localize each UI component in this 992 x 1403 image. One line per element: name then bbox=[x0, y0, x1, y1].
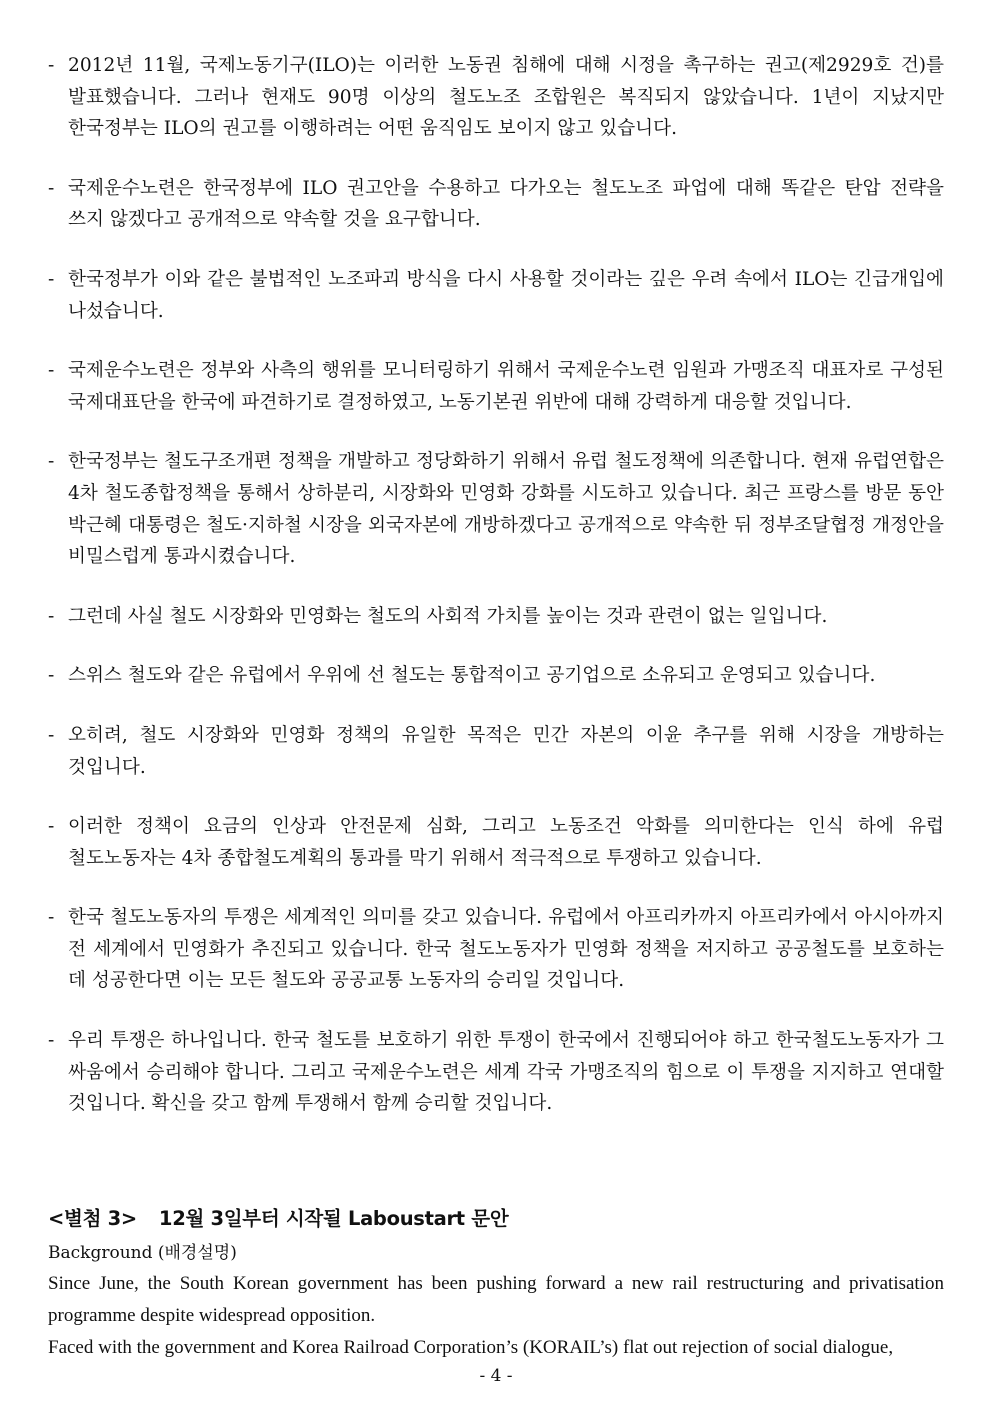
bullet-marker: - bbox=[48, 360, 55, 382]
bullet-marker: - bbox=[48, 724, 55, 746]
bullet-item bbox=[48, 446, 944, 572]
bullet-item bbox=[48, 601, 944, 633]
bullet-item bbox=[48, 1025, 944, 1120]
english-paragraph: Since June, the South Korean government has been pushing forward a new rail restructuring and privatisation programme despite widespread opposition. bbox=[48, 1273, 944, 1326]
bullet-text: 국제운수노련은 정부와 사측의 행위를 모니터링하기 위해서 국제운수노련 임원과 가맹조직 대표자로 구성된 국제대표단을 한국에 파견하기로 결정하였고, 노동기본권 위반에 대해 강력하게 대응할 것입니다. bbox=[68, 360, 944, 413]
bullet-text: 한국정부가 이와 같은 불법적인 노조파괴 방식을 다시 사용할 것이라는 깊은 우려 속에서 ILO는 긴급개입에 나섰습니다. bbox=[68, 268, 944, 322]
bullet-text: 2012년 11월, 국제노동기구(ILO)는 이러한 노동권 침해에 대해 시정을 촉구하는 권고(제2929호 건)를 발표했습니다. 그러나 현재도 90명 이상의 철도노조 조합원은 복직되지 않았습니다. 1년이 지났지만 한국정부는 ILO의 권고를 이행하려는 어떤 움직임도 보이지 않고 있습니다. bbox=[68, 55, 944, 140]
bullet-item bbox=[48, 173, 944, 236]
bullet-text: 한국정부는 철도구조개편 정책을 개발하고 정당화하기 위해서 유럽 철도정책에 의존합니다. 현재 유럽연합은 4차 철도종합정책을 통해서 상하분리, 시장화와 민영화 강화를 시도하고 있습니다. 최근 프랑스를 방문 동안 박근혜 대통령은 철도·지하철 시장을 외국자본에 개방하겠다고 공개적으로 약속한 뒤 정부조달협정 개정안을 비밀스럽게 통과시켰습니다. bbox=[68, 451, 944, 568]
bullet-list bbox=[48, 50, 944, 1148]
bullet-marker: - bbox=[48, 451, 55, 473]
english-body bbox=[48, 1268, 944, 1364]
bullet-item bbox=[48, 902, 944, 997]
bullet-text: 스위스 철도와 같은 유럽에서 우위에 선 철도는 통합적이고 공기업으로 소유되고 운영되고 있습니다. bbox=[68, 665, 876, 687]
bullet-marker: - bbox=[48, 177, 55, 199]
bullet-marker: - bbox=[48, 665, 55, 687]
bullet-marker: - bbox=[48, 816, 55, 838]
bullet-item bbox=[48, 660, 944, 692]
bullet-text: 그런데 사실 철도 시장화와 민영화는 철도의 사회적 가치를 높이는 것과 관련이 없는 일입니다. bbox=[68, 605, 828, 627]
english-paragraph: Faced with the government and Korea Railroad Corporation’s (KORAIL’s) flat out rejection of social dialogue, bbox=[48, 1337, 894, 1358]
bullet-text: 오히려, 철도 시장화와 민영화 정책의 유일한 목적은 민간 자본의 이윤 추구를 위해 시장을 개방하는 것입니다. bbox=[68, 724, 944, 778]
bullet-item bbox=[48, 355, 944, 418]
bullet-item bbox=[48, 50, 944, 145]
bullet-text: 이러한 정책이 요금의 인상과 안전문제 심화, 그리고 노동조건 악화를 의미한다는 인식 하에 유럽 철도노동자는 4차 종합철도계획의 통과를 막기 위해서 적극적으로 투쟁하고 있습니다. bbox=[68, 816, 944, 869]
bullet-item bbox=[48, 811, 944, 874]
bullet-text: 국제운수노련은 한국정부에 ILO 권고안을 수용하고 다가오는 철도노조 파업에 대해 똑같은 탄압 전략을 쓰지 않겠다고 공개적으로 약속할 것을 요구합니다. bbox=[68, 177, 944, 231]
bullet-marker: - bbox=[48, 268, 55, 290]
bullet-marker: - bbox=[48, 1030, 55, 1052]
section-heading bbox=[48, 1203, 508, 1231]
bullet-marker: - bbox=[48, 55, 55, 76]
bullet-text: 한국 철도노동자의 투쟁은 세계적인 의미를 갖고 있습니다. 유럽에서 아프리카까지 아프리카에서 아시아까지 전 세계에서 민영화가 추진되고 있습니다. 한국 철도노동자가 민영화 정책을 저지하고 공공철도를 보호하는 데 성공한다면 이는 모든 철도와 공공교통 노동자의 승리일 것입니다. bbox=[68, 907, 944, 992]
bullet-item bbox=[48, 720, 944, 783]
bullet-marker: - bbox=[48, 907, 55, 929]
bullet-text: 우리 투쟁은 하나입니다. 한국 철도를 보호하기 위한 투쟁이 한국에서 진행되어야 하고 한국철도노동자가 그 싸움에서 승리해야 합니다. 그리고 국제운수노련은 세계 각국 가맹조직의 힘으로 이 투쟁을 지지하고 연대할 것입니다. 확신을 갖고 함께 투쟁해서 함께 승리할 것입니다. bbox=[68, 1030, 944, 1115]
background-label: Background (배경설명) bbox=[48, 1243, 237, 1263]
page-number: - 4 - bbox=[479, 1366, 513, 1386]
bullet-marker: - bbox=[48, 605, 55, 627]
section-label: <별첨 3> bbox=[48, 1207, 137, 1230]
bullet-item bbox=[48, 264, 944, 327]
section-title: 12월 3일부터 시작될 Laboustart 문안 bbox=[158, 1207, 509, 1230]
